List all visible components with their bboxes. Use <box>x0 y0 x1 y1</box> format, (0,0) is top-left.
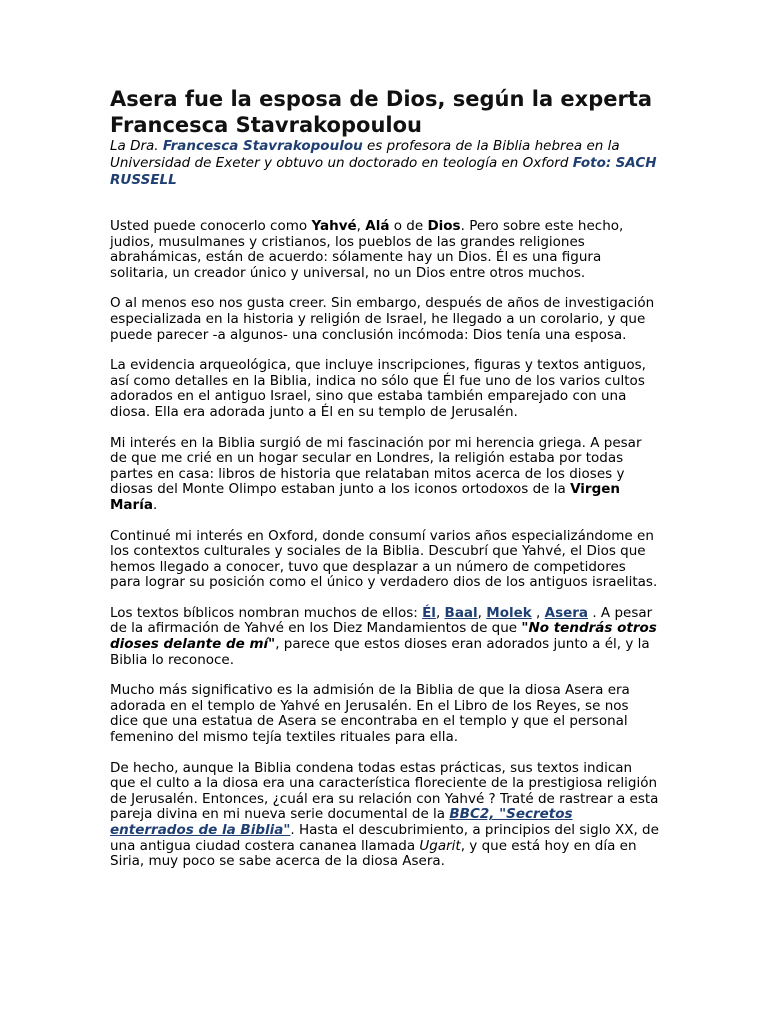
photo-caption <box>110 138 660 189</box>
article-title: Asera fue la esposa de Dios, según la experta Francesca Stavrakopoulou <box>110 87 653 137</box>
p6-quote: "No tendrás otros dioses delante de mí" <box>110 620 657 653</box>
p1-text-c: , <box>356 218 366 234</box>
paragraph-3: La evidencia arqueológica, que incluye inscripciones, figuras y textos antiguos, así como detalles en la Biblia, indica no sólo que Él fue uno de los varios cultos adorados en el antiguo Israel, sino que estaba también emparejado con una diosa. Ella era adorada junto a Él en su templo de Jerusalén. <box>110 357 646 420</box>
paragraph-6 <box>110 606 660 668</box>
p6-text-b: . A pesar de la afirmación de Yahvé en los Diez Mandamientos de que <box>110 604 653 637</box>
p1-text-d: o de <box>389 218 428 234</box>
p8-text-b: . Hasta el descubrimiento, a principios del siglo XX, de una antigua ciudad costera cananea llamada <box>110 822 659 854</box>
paragraph-1 <box>110 219 660 281</box>
paragraph-5: Continué mi interés en Oxford, donde consumí varios años especializándome en los contextos culturales y sociales de la Biblia. Descubrí que Yahvé, el Dios que hemos llegado a conocer, tuvo que desplazar a un número de competidores para lograr su posición como el único y verdadero dios de los antiguos israelitas. <box>110 527 658 591</box>
p6-sep-2: , <box>477 604 487 621</box>
link-asera[interactable]: Asera <box>544 604 589 621</box>
p6-sep-1: , <box>435 604 445 621</box>
article <box>110 86 660 885</box>
photo-label: Foto: <box>572 155 612 171</box>
link-molek[interactable]: Molek <box>486 604 532 621</box>
link-el[interactable]: Él <box>422 604 436 621</box>
p4-text-a: Mi interés en la Biblia surgió de mi fascinación por mi herencia griega. A pesar de que me crié en un hogar secular en Londres, la religión estaba por todas partes en casa: libros de historia que relataban mitos acerca de los dioses y diosas del Monte Olimpo estaban junto a los iconos ortodoxos de la <box>110 434 642 498</box>
p1-bold-yahve: Yahvé <box>311 218 357 234</box>
p1-text-a: Usted puede conocerlo como <box>110 218 312 234</box>
p8-text-a: De hecho, aunque la Biblia condena todas estas prácticas, sus textos indican que el culto a la diosa era una característica floreciente de la prestigiosa religión de Jerusalén. Entonces, ¿cuál era su relación con Yahvé ? Traté de rastrear a esta pareja divina en mi nueva serie documental de la <box>110 759 659 823</box>
author-name-link[interactable]: Francesca Stavrakopoulou <box>162 138 363 154</box>
paragraph-4 <box>110 436 660 514</box>
p6-text-c: , parece que estos dioses eran adorados junto a él, y la Biblia lo reconoce. <box>110 636 650 668</box>
paragraph-2: O al menos eso nos gusta creer. Sin embargo, después de años de investigación especializada en la historia y religión de Israel, he llegado a un corolario, y que puede parecer -a algunos- una conclusión incómoda: Dios tenía una esposa. <box>110 295 655 343</box>
link-baal[interactable]: Baal <box>444 604 478 621</box>
paragraph-7: Mucho más significativo es la admisión de la Biblia de que la diosa Asera era adorada en el templo de Yahvé en Jerusalén. En el Libro de los Reyes, se nos dice que una estatua de Asera se encontraba en el templo y que el personal femenino del mismo tejía textiles rituales para ella. <box>110 682 630 746</box>
p4-text-c: . <box>152 496 158 513</box>
p1-bold-ala: Alá <box>365 218 390 234</box>
p4-bold-virgen: Virgen María <box>110 481 621 513</box>
p6-text-a: Los textos bíblicos nombran muchos de ellos: <box>110 604 423 621</box>
caption-prefix: La Dra. <box>110 138 163 154</box>
caption-text: es profesora de la Biblia hebrea en la Universidad de Exeter y obtuvo un doctorado en teología en Oxford <box>110 138 620 171</box>
p8-place-ugarit: Ugarit <box>419 837 461 854</box>
p8-text-c: , y que está hoy en día en Siria, muy poco se sabe acerca de la diosa Asera. <box>110 837 637 870</box>
p6-sep-3: , <box>531 604 545 621</box>
link-bbc2-series[interactable]: BBC2, "Secretos enterrados de la Biblia" <box>110 806 573 838</box>
photo-credit: SACH RUSSELL <box>110 155 657 188</box>
p1-bold-dios: Dios <box>427 218 461 234</box>
paragraph-8 <box>110 761 660 870</box>
p1-text-e: . Pero sobre este hecho, judios, musulmanes y cristianos, los pueblos de las grandes religiones abrahámicas, están de acuerdo: sólamente hay un Dios. Él es una figura solitaria, un creador único y universal, no un Dios entre otros muchos. <box>110 218 624 281</box>
